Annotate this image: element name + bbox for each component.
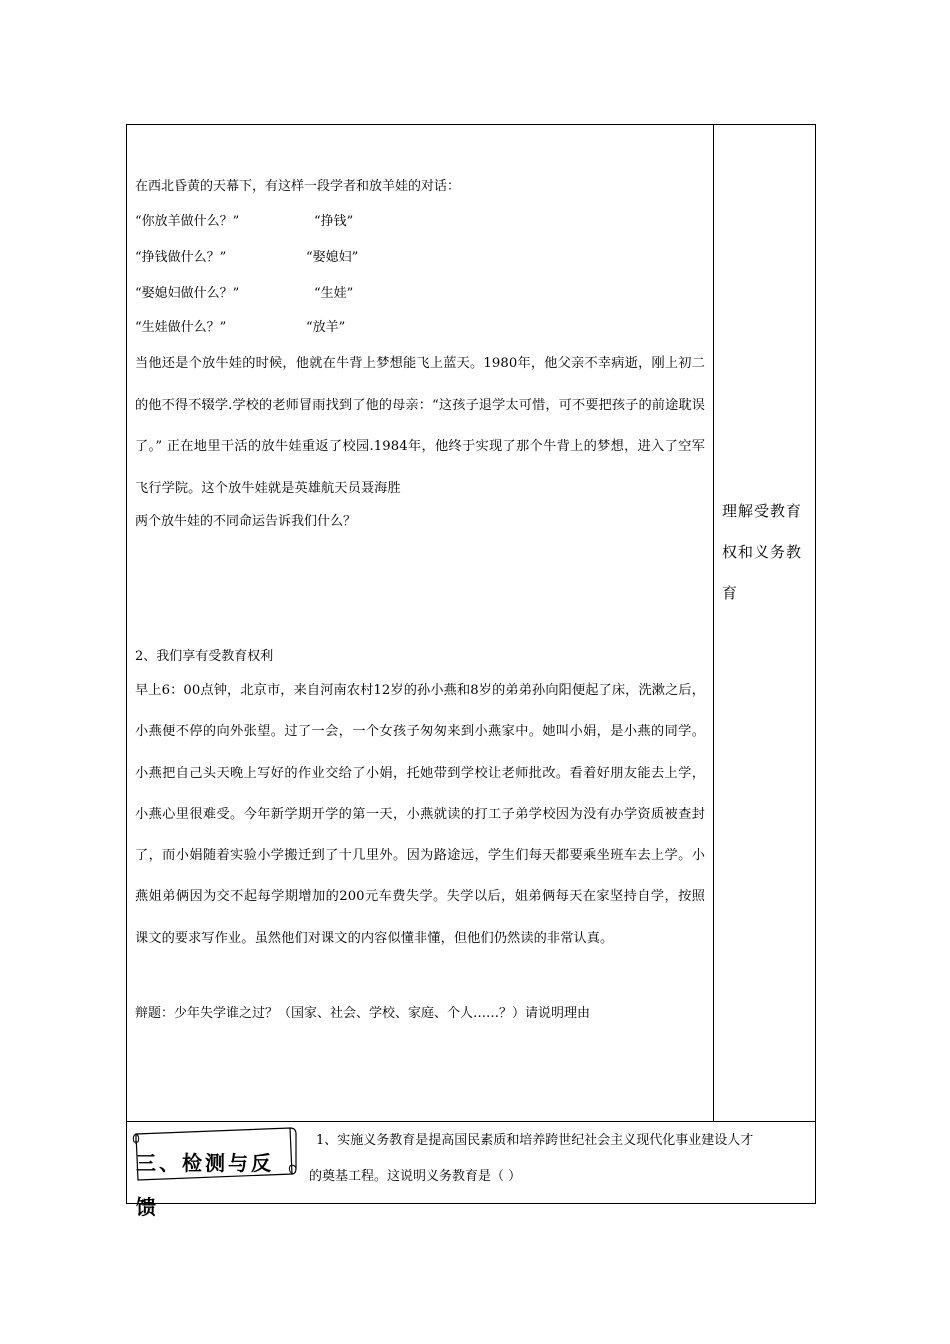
dialogue-answer-1: “挣钱” — [314, 214, 354, 229]
dialogue-question-4: “生娃做什么？” — [135, 320, 227, 335]
section3-banner-title: 三、检测与反 — [136, 1151, 274, 1175]
section2-paragraph: 早上6：00点钟，北京市，来自河南农村12岁的孙小燕和8岁的弟弟孙向阳便起了床，洗漱之后，小燕便不停的向外张望。过了一会，一个女孩子匆匆来到小燕家中。她叫小娟，是小燕的同学。小燕把自己头天晚上写好的作业交给了小娟，托她带到学校让老师批改。看着好朋友能去上学，小燕心里很难受。今年新学期开学的第一天，小燕就读的打工子弟学校因为没有办学资质被查封了，而小娟随着实验小学搬迁到了十几里外。因为路途远，学生们每天都要乘坐班车去上学。小燕姐弟俩因为交不起每学期增加的200元车费失学。失学以后，姐弟俩每天在家坚持自学，按照课文的要求写作业。虽然他们对课文的内容似懂非懂，但他们仍然读的非常认真。 — [135, 683, 705, 946]
section2-heading: 2、我们享有受教育权利 — [135, 649, 274, 664]
table-border-bottom — [126, 1203, 816, 1204]
dialogue-question-2: “挣钱做什么？” — [135, 250, 227, 265]
dialogue-answer-3: “生娃” — [314, 286, 354, 301]
column-divider — [713, 124, 714, 1122]
story-question: 两个放牛娃的不同命运告诉我们什么？ — [135, 514, 357, 529]
story-intro: 在西北昏黄的天幕下，有这样一段学者和放羊娃的对话： — [135, 179, 461, 194]
row-divider — [126, 1121, 816, 1122]
story-paragraph: 当他还是个放牛娃的时候，他就在牛背上梦想能飞上蓝天。1980年，他父亲不幸病逝，刚上初二的他不得不辍学.学校的老师冒雨找到了他的母亲：“这孩子退学太可惜，可不要把孩子的前途耽误了。” 正在地里干活的放牛娃重返了校园.1984年，他终于实现了那个牛背上的梦想，进入了空军飞行学院。这个放牛娃就是英雄航天员聂海胜 — [135, 356, 705, 496]
table-border-right — [815, 124, 816, 1204]
debate-topic: 辩题：少年失学谁之过？（国家、社会、学校、家庭、个人……？）请说明理由 — [135, 1006, 591, 1021]
section3-banner-title-continued: 馈 — [136, 1195, 156, 1219]
quiz-question-line-1: 1、实施义务教育是提高国民素质和培养跨世纪社会主义现代化事业建设人才 — [316, 1133, 754, 1148]
quiz-question-line-2: 的奠基工程。这说明义务教育是（ ） — [309, 1169, 522, 1184]
table-border-left — [126, 124, 127, 1204]
dialogue-answer-4: “放羊” — [306, 320, 346, 335]
side-note-objective: 理解受教育权和义务教育 — [722, 502, 803, 602]
dialogue-question-3: “娶媳妇做什么？” — [135, 286, 240, 301]
dialogue-question-1: “你放羊做什么？” — [135, 214, 240, 229]
dialogue-answer-2: “娶媳妇” — [306, 250, 359, 265]
